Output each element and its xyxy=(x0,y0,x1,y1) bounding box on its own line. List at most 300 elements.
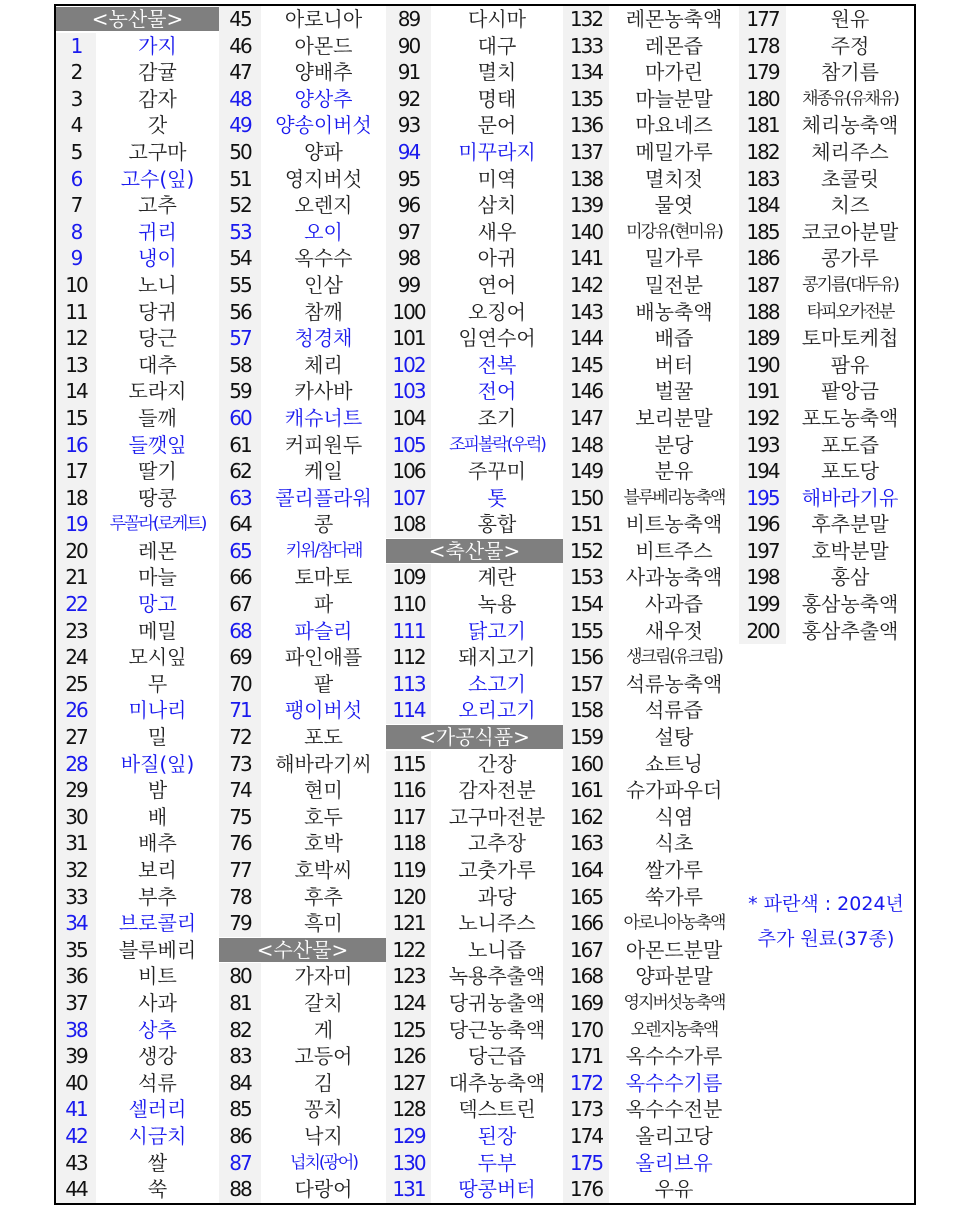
item-name: 레몬즙 xyxy=(645,33,703,58)
table-row xyxy=(56,511,219,538)
item-name: 미꾸라지 xyxy=(458,139,536,164)
table-row xyxy=(219,139,386,166)
item-number: 158 xyxy=(563,697,609,724)
item-name: 밀가루 xyxy=(645,246,703,271)
item-number: 190 xyxy=(739,352,786,379)
item-name: 당근 xyxy=(138,326,177,351)
table-row xyxy=(386,910,563,937)
item-number: 65 xyxy=(219,538,261,565)
item-number: 33 xyxy=(56,884,96,911)
item-name: 체리 xyxy=(304,352,343,377)
item-name: 도라지 xyxy=(128,379,187,404)
item-number: 159 xyxy=(563,724,609,751)
table-row xyxy=(56,751,219,778)
item-number: 19 xyxy=(56,511,96,538)
item-name: 토마토 xyxy=(294,565,353,590)
empty-cell xyxy=(739,857,786,884)
table-row xyxy=(739,432,914,459)
empty-row xyxy=(739,1150,914,1177)
table-row xyxy=(739,485,914,512)
table-row xyxy=(56,857,219,884)
table-row xyxy=(56,33,219,60)
item-number: 80 xyxy=(219,963,261,990)
category-header: <축산물> xyxy=(386,539,563,563)
item-name: 문어 xyxy=(477,113,517,138)
table-row xyxy=(386,245,563,272)
item-number: 139 xyxy=(563,192,609,219)
item-number: 96 xyxy=(386,192,431,219)
item-name: 오리고기 xyxy=(458,698,536,723)
item-name: 밀 xyxy=(147,725,168,750)
item-number: 89 xyxy=(386,6,431,33)
item-name: 모시잎 xyxy=(128,645,187,670)
item-number: 142 xyxy=(563,272,609,299)
item-number: 116 xyxy=(386,777,431,804)
table-row xyxy=(563,33,739,60)
empty-row xyxy=(739,751,914,778)
table-row xyxy=(56,458,219,485)
item-name: 감자 xyxy=(138,86,177,111)
table-row xyxy=(219,352,386,379)
table-row xyxy=(219,751,386,778)
item-name: 양배추 xyxy=(294,60,353,85)
item-number: 182 xyxy=(739,139,786,166)
item-name: 오징어 xyxy=(468,299,526,324)
table-row xyxy=(386,458,563,485)
item-number: 20 xyxy=(56,538,96,565)
empty-cell xyxy=(739,751,786,778)
item-name: 포도농축액 xyxy=(801,405,899,430)
item-name: 브로콜리 xyxy=(118,911,197,936)
item-number: 164 xyxy=(563,857,609,884)
item-name: 영지버섯농축액 xyxy=(623,992,725,1013)
item-name: 초콜릿 xyxy=(821,166,879,191)
table-row xyxy=(219,1043,386,1070)
table-row xyxy=(56,139,219,166)
item-name: 석류농축액 xyxy=(625,671,723,696)
item-name: 올리고당 xyxy=(635,1123,713,1148)
item-number: 134 xyxy=(563,59,609,86)
empty-cell xyxy=(786,963,914,990)
item-name: 캐슈너트 xyxy=(284,405,363,430)
item-number: 7 xyxy=(56,192,96,219)
table-row xyxy=(219,405,386,432)
item-name: 돼지고기 xyxy=(458,645,536,670)
item-number: 97 xyxy=(386,219,431,246)
item-name: 감귤 xyxy=(138,60,177,85)
item-name: 된장 xyxy=(477,1123,517,1148)
table-row xyxy=(219,6,386,33)
table-row xyxy=(386,166,563,193)
item-number: 88 xyxy=(219,1176,261,1203)
item-number: 194 xyxy=(739,458,786,485)
item-number: 125 xyxy=(386,1017,431,1044)
table-row xyxy=(386,1176,563,1203)
item-number: 52 xyxy=(219,192,261,219)
table-row xyxy=(386,1096,563,1123)
item-name: 콩 xyxy=(313,512,334,537)
table-row xyxy=(219,671,386,698)
item-name: 임연수어 xyxy=(458,326,536,351)
item-name: 채종유(유채유) xyxy=(802,88,898,109)
item-number: 181 xyxy=(739,112,786,139)
empty-cell xyxy=(786,644,914,671)
table-row xyxy=(219,777,386,804)
item-number: 66 xyxy=(219,564,261,591)
item-name: 당근즙 xyxy=(468,1044,526,1069)
item-number: 44 xyxy=(56,1176,96,1203)
table-row xyxy=(563,884,739,911)
empty-row xyxy=(739,1017,914,1044)
item-name: 해바라기유 xyxy=(801,485,899,510)
item-name: 양송이버섯 xyxy=(275,113,372,138)
item-name: 배 xyxy=(147,804,168,829)
item-number: 40 xyxy=(56,1070,96,1097)
item-number: 160 xyxy=(563,751,609,778)
item-number: 3 xyxy=(56,86,96,113)
table-row xyxy=(219,432,386,459)
item-name: 콩기름(대두유) xyxy=(802,274,898,295)
item-number: 188 xyxy=(739,299,786,326)
item-name: 녹용 xyxy=(477,592,517,617)
item-name: 팥 xyxy=(313,671,334,696)
item-number: 103 xyxy=(386,378,431,405)
table-row xyxy=(563,937,739,964)
table-row xyxy=(563,59,739,86)
item-number: 154 xyxy=(563,591,609,618)
item-number: 64 xyxy=(219,511,261,538)
empty-row xyxy=(739,1043,914,1070)
table-row xyxy=(386,751,563,778)
table-row xyxy=(563,804,739,831)
item-name: 포도즙 xyxy=(821,432,879,457)
empty-cell xyxy=(786,990,914,1017)
item-name: 아몬드분말 xyxy=(625,937,723,962)
empty-cell xyxy=(786,1096,914,1123)
table-row xyxy=(563,990,739,1017)
item-number: 36 xyxy=(56,963,96,990)
table-row xyxy=(386,963,563,990)
item-number: 83 xyxy=(219,1043,261,1070)
item-name: 쑥 xyxy=(147,1177,168,1202)
table-row xyxy=(219,644,386,671)
item-number: 95 xyxy=(386,166,431,193)
table-row xyxy=(219,378,386,405)
item-number: 49 xyxy=(219,112,261,139)
table-row xyxy=(739,139,914,166)
table-row xyxy=(219,1017,386,1044)
item-name: 호박분말 xyxy=(811,538,889,563)
table-row xyxy=(56,804,219,831)
empty-cell xyxy=(786,830,914,857)
item-name: 주정 xyxy=(830,33,870,58)
table-row xyxy=(563,591,739,618)
item-name: 노니주스 xyxy=(458,911,536,936)
table-row xyxy=(563,6,739,33)
item-number: 148 xyxy=(563,432,609,459)
table-row xyxy=(219,697,386,724)
table-row xyxy=(386,378,563,405)
empty-cell xyxy=(739,644,786,671)
item-name: 후추 xyxy=(304,884,343,909)
item-name: 고추장 xyxy=(468,831,526,856)
table-row xyxy=(219,112,386,139)
table-row xyxy=(56,166,219,193)
item-number: 77 xyxy=(219,857,261,884)
item-name: 옥수수가루 xyxy=(625,1044,723,1069)
item-number: 138 xyxy=(563,166,609,193)
item-number: 92 xyxy=(386,86,431,113)
table-row xyxy=(56,1096,219,1123)
item-name: 귀리 xyxy=(138,219,177,244)
table-row xyxy=(56,485,219,512)
table-row xyxy=(739,6,914,33)
table-row xyxy=(56,830,219,857)
empty-row xyxy=(739,644,914,671)
empty-row xyxy=(739,990,914,1017)
table-row xyxy=(563,86,739,113)
empty-row xyxy=(739,963,914,990)
empty-cell xyxy=(786,1150,914,1177)
empty-row xyxy=(739,1176,914,1203)
item-name: 대구 xyxy=(477,33,517,58)
empty-cell xyxy=(786,1176,914,1203)
item-name: 생강 xyxy=(138,1044,177,1069)
table-row xyxy=(219,564,386,591)
item-name: 미강유(현미유) xyxy=(626,221,722,242)
table-row xyxy=(386,591,563,618)
item-name: 마늘분말 xyxy=(635,86,713,111)
table-row xyxy=(386,830,563,857)
item-name: 코코아분말 xyxy=(801,219,899,244)
item-name: 분유 xyxy=(654,459,694,484)
item-name: 물엿 xyxy=(654,193,694,218)
item-number: 167 xyxy=(563,937,609,964)
table-row xyxy=(56,272,219,299)
item-number: 91 xyxy=(386,59,431,86)
item-number: 171 xyxy=(563,1043,609,1070)
item-number: 60 xyxy=(219,405,261,432)
item-number: 169 xyxy=(563,990,609,1017)
item-name: 배추 xyxy=(138,831,177,856)
table-row xyxy=(386,618,563,645)
item-number: 101 xyxy=(386,325,431,352)
empty-cell xyxy=(739,777,786,804)
table-row xyxy=(219,1176,386,1203)
item-name: 사과농축액 xyxy=(625,565,723,590)
item-number: 145 xyxy=(563,352,609,379)
item-number: 87 xyxy=(219,1150,261,1177)
table-row xyxy=(219,724,386,751)
item-number: 31 xyxy=(56,830,96,857)
item-name: 타피오카전분 xyxy=(806,301,894,322)
item-number: 141 xyxy=(563,245,609,272)
item-name: 미나리 xyxy=(128,698,187,723)
table-row xyxy=(219,990,386,1017)
table-row xyxy=(56,192,219,219)
item-number: 53 xyxy=(219,219,261,246)
item-name: 주꾸미 xyxy=(468,459,526,484)
item-name: 조피볼락(우럭) xyxy=(449,434,545,455)
legend-note-line1: * 파란색 : 2024년 xyxy=(748,893,904,915)
item-number: 47 xyxy=(219,59,261,86)
table-column xyxy=(219,6,386,1203)
item-number: 85 xyxy=(219,1096,261,1123)
item-name: 파슬리 xyxy=(294,618,353,643)
item-number: 191 xyxy=(739,378,786,405)
item-number: 4 xyxy=(56,112,96,139)
item-name: 당귀 xyxy=(138,299,177,324)
item-number: 152 xyxy=(563,538,609,565)
item-name: 아로니아 xyxy=(284,7,363,31)
item-number: 21 xyxy=(56,564,96,591)
item-number: 146 xyxy=(563,378,609,405)
table-column xyxy=(739,6,914,1203)
table-row xyxy=(56,1070,219,1097)
table-row xyxy=(739,299,914,326)
item-number: 82 xyxy=(219,1017,261,1044)
category-header: <수산물> xyxy=(219,938,386,962)
item-number: 86 xyxy=(219,1123,261,1150)
item-name: 인삼 xyxy=(304,272,343,297)
item-name: 해바라기씨 xyxy=(275,751,372,776)
empty-cell xyxy=(786,724,914,751)
table-row xyxy=(739,618,914,645)
item-name: 양상추 xyxy=(294,86,353,111)
table-row xyxy=(386,6,563,33)
empty-row xyxy=(739,671,914,698)
table-row xyxy=(219,485,386,512)
empty-cell xyxy=(786,1123,914,1150)
table-row xyxy=(563,618,739,645)
table-row xyxy=(386,1070,563,1097)
item-number: 163 xyxy=(563,830,609,857)
item-name: 소고기 xyxy=(468,671,526,696)
table-row xyxy=(219,166,386,193)
table-row xyxy=(386,937,563,964)
table-row xyxy=(563,857,739,884)
item-name: 연어 xyxy=(477,272,517,297)
table-row xyxy=(563,458,739,485)
table-row xyxy=(56,219,219,246)
item-number: 119 xyxy=(386,857,431,884)
item-number: 175 xyxy=(563,1150,609,1177)
item-name: 배농축액 xyxy=(635,299,713,324)
item-name: 닭고기 xyxy=(468,618,526,643)
table-row xyxy=(219,1096,386,1123)
item-name: 오이 xyxy=(304,219,343,244)
item-name: 호박 xyxy=(304,831,343,856)
item-number: 186 xyxy=(739,245,786,272)
item-number: 28 xyxy=(56,751,96,778)
item-name: 마요네즈 xyxy=(635,113,713,138)
item-number: 184 xyxy=(739,192,786,219)
item-name: 콜리플라워 xyxy=(275,485,372,510)
table-column xyxy=(386,6,563,1203)
item-number: 112 xyxy=(386,644,431,671)
item-name: 당귀농출액 xyxy=(448,990,546,1015)
empty-cell xyxy=(739,1096,786,1123)
item-name: 생크림(유크림) xyxy=(626,647,722,668)
item-name: 벌꿀 xyxy=(654,379,694,404)
table-column xyxy=(563,6,739,1203)
table-row xyxy=(56,937,219,964)
item-name: 덱스트린 xyxy=(458,1097,536,1122)
item-number: 187 xyxy=(739,272,786,299)
item-number: 93 xyxy=(386,112,431,139)
item-name: 우유 xyxy=(654,1177,694,1202)
table-row xyxy=(386,325,563,352)
item-number: 63 xyxy=(219,485,261,512)
table-row xyxy=(739,86,914,113)
item-number: 17 xyxy=(56,458,96,485)
item-number: 45 xyxy=(219,6,261,33)
item-number: 189 xyxy=(739,325,786,352)
empty-cell xyxy=(786,1017,914,1044)
table-row xyxy=(739,378,914,405)
table-row xyxy=(386,219,563,246)
item-name: 쌀 xyxy=(147,1150,168,1175)
table-row xyxy=(219,86,386,113)
empty-cell xyxy=(739,1017,786,1044)
item-number: 126 xyxy=(386,1043,431,1070)
table-row xyxy=(219,511,386,538)
item-number: 117 xyxy=(386,804,431,831)
item-name: 체리농축액 xyxy=(801,113,899,138)
item-name: 양파 xyxy=(304,139,343,164)
item-number: 180 xyxy=(739,86,786,113)
item-name: 상추 xyxy=(138,1017,177,1042)
table-row xyxy=(563,963,739,990)
table-row xyxy=(386,777,563,804)
item-number: 50 xyxy=(219,139,261,166)
table-row xyxy=(386,884,563,911)
item-number: 32 xyxy=(56,857,96,884)
table-row xyxy=(56,884,219,911)
item-name: 멸치 xyxy=(477,60,517,85)
item-name: 석류즙 xyxy=(645,698,703,723)
item-name: 냉이 xyxy=(138,246,177,271)
table-row xyxy=(219,325,386,352)
table-row xyxy=(386,405,563,432)
item-name: 카사바 xyxy=(294,379,353,404)
item-name: 파 xyxy=(313,592,334,617)
item-number: 23 xyxy=(56,618,96,645)
item-name: 명태 xyxy=(477,86,517,111)
table-row xyxy=(219,804,386,831)
table-row xyxy=(56,644,219,671)
item-number: 161 xyxy=(563,777,609,804)
table-row xyxy=(56,671,219,698)
item-name: 무 xyxy=(147,671,168,696)
item-number: 151 xyxy=(563,511,609,538)
item-name: 게 xyxy=(313,1017,334,1042)
item-name: 팜유 xyxy=(830,352,870,377)
item-number: 5 xyxy=(56,139,96,166)
empty-row xyxy=(739,857,914,884)
table-row xyxy=(739,59,914,86)
empty-row xyxy=(739,697,914,724)
item-number: 2 xyxy=(56,59,96,86)
item-number: 153 xyxy=(563,564,609,591)
empty-cell xyxy=(739,724,786,751)
item-name: 낙지 xyxy=(304,1123,343,1148)
item-number: 57 xyxy=(219,325,261,352)
table-row xyxy=(739,591,914,618)
item-name: 쇼트닝 xyxy=(645,751,703,776)
table-row xyxy=(386,1043,563,1070)
table-row xyxy=(219,299,386,326)
